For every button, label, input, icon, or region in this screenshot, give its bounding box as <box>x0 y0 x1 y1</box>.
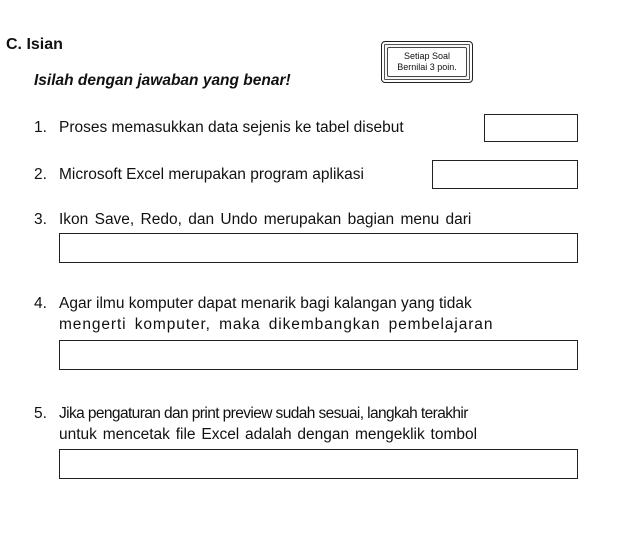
instruction-text: Isilah dengan jawaban yang benar! <box>34 72 291 89</box>
points-badge-line1: Setiap Soal <box>403 51 451 61</box>
answer-box-3[interactable] <box>59 233 578 263</box>
question-text-line2: mengerti komputer, maka dikembangkan pembelajaran <box>59 316 494 333</box>
points-badge <box>381 41 473 83</box>
points-badge-inner <box>387 47 467 77</box>
question-text: Microsoft Excel merupakan program aplikasi <box>59 166 364 183</box>
section-title: C. Isian <box>6 36 63 53</box>
question-number: 4. <box>34 295 47 312</box>
question-text-line2: untuk mencetak file Excel adalah dengan mengeklik tombol <box>59 426 478 443</box>
points-badge-line2: Bernilai 3 poin. <box>397 62 457 72</box>
answer-box-5[interactable] <box>59 449 578 479</box>
question-text-line1: Jika pengaturan dan print preview sudah sesuai, langkah terakhir <box>59 405 468 422</box>
answer-box-2[interactable] <box>432 160 578 189</box>
question-number: 3. <box>34 211 47 228</box>
question-number: 2. <box>34 166 47 183</box>
question-text-line1: Agar ilmu komputer dapat menarik bagi kalangan yang tidak <box>59 295 472 312</box>
question-number: 1. <box>34 119 47 136</box>
answer-box-1[interactable] <box>484 114 578 142</box>
question-text: Ikon Save, Redo, dan Undo merupakan bagian menu dari <box>59 211 472 228</box>
question-text: Proses memasukkan data sejenis ke tabel disebut <box>59 119 404 136</box>
question-number: 5. <box>34 405 47 422</box>
answer-box-4[interactable] <box>59 340 578 370</box>
